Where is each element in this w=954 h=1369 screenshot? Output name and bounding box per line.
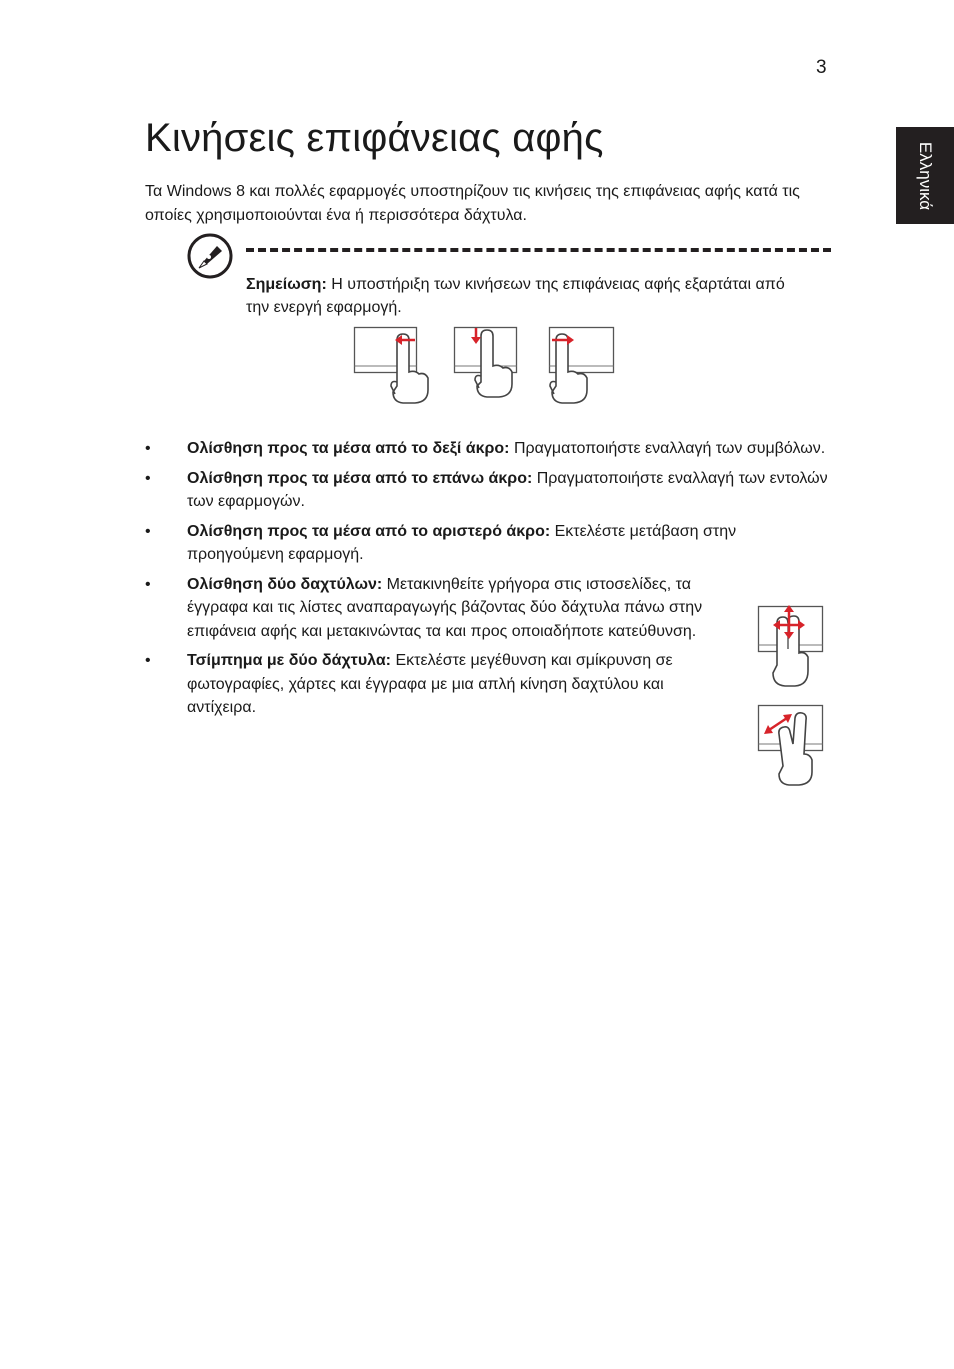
bullet-text: Πραγματοποιήστε εναλλαγή των συμβόλων. [513, 440, 826, 457]
page-number: 3 [816, 57, 827, 78]
list-item [145, 573, 735, 644]
list-item [145, 649, 735, 720]
swipe-down-gesture-icon [453, 326, 523, 398]
language-tab-label: Ελληνικά [916, 141, 935, 210]
swipe-left-gesture-icon [353, 326, 431, 406]
list-item [145, 520, 835, 567]
language-tab [896, 127, 954, 224]
page-title: Κινήσεις επιφάνειας αφής [145, 116, 604, 160]
gesture-list [145, 437, 835, 726]
bullet-term: Τσίμπημα με δύο δάχτυλα: [187, 652, 391, 669]
note-label: Σημείωση: [246, 276, 327, 293]
pinch-zoom-gesture-icon [757, 704, 827, 788]
note-text [246, 273, 786, 319]
list-item [145, 437, 835, 461]
note-dashed-rule [246, 248, 831, 252]
list-item [145, 467, 835, 514]
bullet-term: Ολίσθηση προς τα μέσα από το αριστερό άκρο: [187, 522, 551, 540]
two-finger-scroll-gesture-icon [757, 605, 827, 689]
bullet-text: Μετακινηθείτε γρήγορα στις ιστοσελίδες, τα έγγραφα και τις λίστες αναπαραγωγής βάζοντας δύο δάχτυλα πάνω στην επιφάνεια αφής και μετακινώντας τα και προς οποιαδήποτε κατεύθυνση. [187, 575, 703, 640]
note-pen-icon [187, 233, 233, 279]
bullet-text: Εκτελέστε μεγέθυνση και σμίκρυνση σε φωτογραφίες, χάρτες και έγγραφα με μια απλή κίνηση δαχτύλου και αντίχειρα. [187, 652, 673, 716]
bullet-text: Εκτελέστε μετάβαση στην προηγούμενη εφαρμογή. [187, 522, 737, 563]
bullet-text: Πραγματοποιήστε εναλλαγή των εντολών των εφαρμογών. [187, 469, 828, 510]
bullet-term: Ολίσθηση προς τα μέσα από το δεξί άκρο: [187, 440, 510, 457]
bullet-term: Ολίσθηση δύο δαχτύλων: [187, 575, 383, 593]
swipe-right-gesture-icon [548, 326, 618, 406]
bullet-term: Ολίσθηση προς τα μέσα από το επάνω άκρο: [187, 469, 533, 487]
intro-paragraph: Τα Windows 8 και πολλές εφαρμογές υποστηρίζουν τις κινήσεις της επιφάνειας αφής κατά τις οποίες χρησιμοποιούνται ένα ή περισσότερα δάχτυλα. [145, 183, 800, 224]
note-body: Η υποστήριξη των κινήσεων της επιφάνειας αφής εξαρτάται από την ενεργή εφαρμογή. [246, 276, 785, 316]
